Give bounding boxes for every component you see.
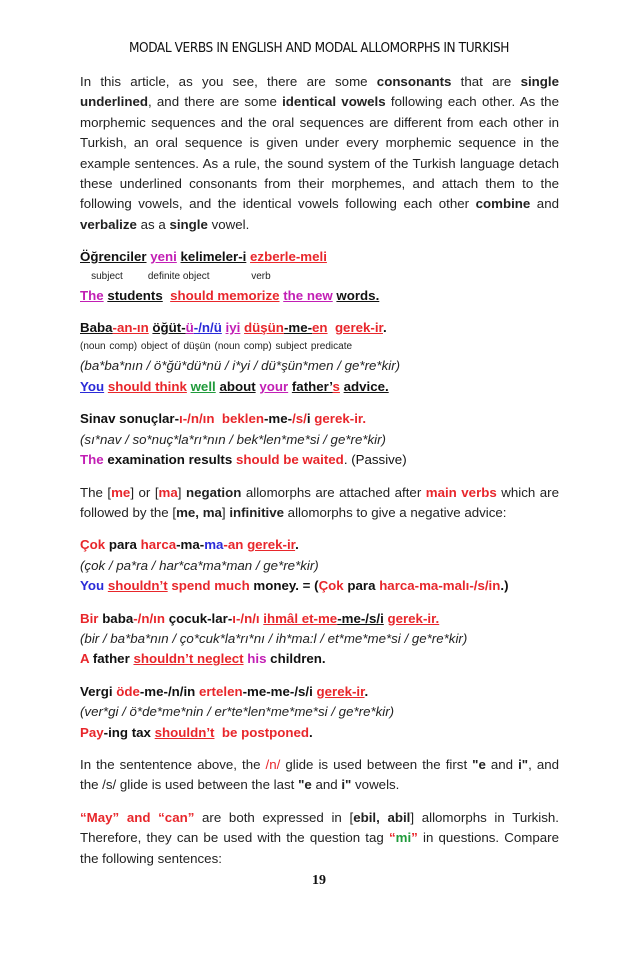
text: ] [177,484,186,500]
word: shouldn’t [154,724,215,740]
text: vowel. [207,216,250,232]
emph: i" [341,777,352,793]
word: harca [140,537,177,553]
word: -me- [283,320,313,336]
english-translation [80,377,559,397]
word: Sinav sonuçlar- [80,411,180,427]
emph: /n/ [265,756,281,772]
emph: ” [411,830,418,846]
word: baba [102,610,134,626]
word: father’ [291,378,333,394]
oral-sequence: (bir / ba*ba*nın / ço*cuk*la*rı*nı / ih*ma:l / et*me*me*si / ge*re*kir) [80,630,468,646]
text: and [311,777,342,793]
word: ezberle-meli [250,249,327,265]
word: düşün [244,320,284,336]
word: harca-ma-malı-/s/in [379,578,501,594]
emph: negation [185,484,242,500]
word: s [332,378,340,394]
word: ı-/n/ın [179,411,215,427]
page-body [80,72,559,869]
word: should be waited [235,452,344,468]
word: ma [204,537,224,553]
word: Pay [80,724,104,740]
word: ü [185,320,194,336]
word: well [190,378,216,394]
text: and [485,756,519,772]
emph: ” [187,809,195,825]
word: Bir [80,610,99,626]
emph: ma [158,484,178,500]
text: following each other. As the morphemic sequences and the oral sequences are different from each other in Turkish, an oral sequence is given under every morphemic sequence in the example sentences. As a rule, the sound system of the Turkish language detach these underlined consonants from their morphemes, and attach them to the following vowels, and the identical vowels following each other [80,94,559,212]
word: gerek-ir [316,683,365,699]
turkish-sentence [80,682,559,702]
word: -ma- [176,537,205,553]
word: öde [116,683,140,699]
word: i [306,411,311,427]
word: /s/ [292,411,307,427]
text: ] or [ [130,484,159,500]
word: should memorize [170,287,280,303]
example-4 [80,535,559,596]
label-subject: subject [91,270,123,282]
english-translation [80,286,559,306]
text: as a [136,216,170,232]
example-2 [80,318,559,397]
word: para [108,537,137,553]
emph: May [86,809,113,825]
oral-sequence: (ba*ba*nın / ö*ğü*dü*nü / i*yi / dü*şün*men / ge*re*kir) [80,358,401,374]
turkish-sentence [80,409,559,429]
word: öğüt- [152,320,186,336]
text: and [530,196,559,212]
emph: mi [395,830,412,846]
word: ertelen [198,683,243,699]
word: Öğrenciler [80,249,147,265]
emph: “ [80,809,87,825]
text: The [ [80,484,112,500]
word: A [80,651,90,667]
word: your [259,378,289,394]
word: en [312,320,328,336]
word: -an [223,537,244,553]
word: The [80,452,104,468]
oral-sequence: (çok / pa*ra / har*ca*ma*man / ge*re*kir) [80,557,319,573]
word: iyi [225,320,241,336]
label-definite-object: definite object [147,270,210,282]
word: -me-/n/in [139,683,196,699]
turkish-sentence [80,535,559,555]
english-translation [80,576,559,596]
emph: main verbs [425,484,497,500]
emph: ” and “ [112,809,165,825]
word: gerek-ir. [387,610,440,626]
word: -me- [242,683,271,699]
emph: infinitive [229,504,284,520]
grammar-labels [80,268,559,286]
emph: "e [472,756,486,772]
text: allomorphs are attached after [241,484,426,500]
intro-paragraph [80,72,559,235]
emph-identical-vowels: identical vowels [282,94,386,110]
word: about [219,378,256,394]
word: gerek-ir. [314,411,367,427]
word: para [347,578,376,594]
text: allomorphs to give a negative advice: [283,504,507,520]
emph-verbalize: verbalize [80,216,137,232]
word: -/n/ın [133,610,165,626]
word: You [80,578,105,594]
word: Çok [80,537,106,553]
example-6 [80,682,559,743]
word: gerek-ir [247,537,296,553]
word: You [80,378,105,394]
word: -me- [264,411,293,427]
text: In this article, as you see, there are some [80,74,377,89]
text: , and the /s/ glide is used between the last [80,756,560,793]
word: be postponed [221,724,310,740]
english-translation [80,723,559,743]
word: students [107,287,163,303]
text: , and there are some [147,94,283,110]
word: words. [336,287,380,303]
word: -ing tax [103,724,151,740]
turkish-sentence [80,247,559,267]
word: gerek-ir [334,320,383,336]
text: glide is used between the first [280,756,473,772]
text: that are [451,74,521,89]
emph: "e [298,777,312,793]
word: father [92,651,130,667]
emph: i" [518,756,529,772]
word: i [380,610,384,626]
emph: ebil, abil [353,809,411,825]
word: The [80,287,104,303]
word: ihmâl et-me [263,610,338,626]
word: .) [500,578,509,594]
emph: “ [388,830,396,846]
emph-consonants: consonants [376,74,452,89]
emph-combine: combine [475,196,531,212]
word: the new [283,287,333,303]
oral-sequence: (sı*nav / so*nuç*la*rı*nın / bek*len*me*si / ge*re*kir) [80,431,386,447]
word: -/n/ü [193,320,222,336]
emph: me [111,484,131,500]
word: advice. [343,378,389,394]
word: money. = ( [253,578,319,594]
turkish-sentence [80,318,559,338]
word: shouldn’t [107,578,168,594]
word: Çok [318,578,344,594]
example-3 [80,409,559,470]
glide-paragraph [80,755,559,796]
english-translation [80,649,559,669]
text: are both expressed in [ [194,809,354,825]
word: . [382,320,387,336]
word: Baba [80,320,113,336]
label-verb: verb [251,270,271,282]
turkish-sentence [80,609,559,629]
word: . [364,683,369,699]
word: çocuk-lar- [168,610,233,626]
word: spend much [171,578,250,594]
word: yeni [150,249,177,265]
word: . [309,724,313,740]
word: should think [107,378,187,394]
word: ı-/n/ı [232,610,260,626]
running-header: MODAL VERBS IN ENGLISH AND MODAL ALLOMORPHS IN TURKISH [128,40,510,56]
text: in questions. Compare the following sentences: [80,830,559,866]
text: In the sententence above, the [80,756,266,772]
text: ] [221,504,230,520]
text: vowels. [351,777,400,793]
emph-single: single [169,216,208,232]
example-1 [80,247,559,306]
word: -an-ın [112,320,149,336]
word: shouldn’t neglect [133,651,244,667]
text: which are followed by the [ [80,484,559,520]
emph-single-underlined: single underlined [80,74,559,110]
emph: can [164,809,188,825]
word: his [247,651,267,667]
rule-paragraph [80,483,559,524]
word: . (Passive) [343,452,407,468]
page-number: 19 [312,873,326,888]
word: me-/s/i [270,683,313,699]
word: children. [270,651,326,667]
word: . [295,537,299,553]
word: examination results [107,452,233,468]
word: kelimeler-i [180,249,247,265]
word: beklen [221,411,264,427]
word: Vergi [80,683,113,699]
grammar-labels: (noun comp) object of düşün (noun comp) subject predicate [80,341,353,353]
oral-sequence: (ver*gi / ö*de*me*nin / er*te*len*me*me*si / ge*re*kir) [80,704,395,720]
english-translation [80,450,559,470]
example-5 [80,609,559,670]
may-can-paragraph [80,808,559,869]
text: ] allomorphs in Turkish. Therefore, they can be used with the question tag [80,809,559,846]
word: -me-/s/ [337,610,381,626]
emph: me, ma [176,504,222,520]
